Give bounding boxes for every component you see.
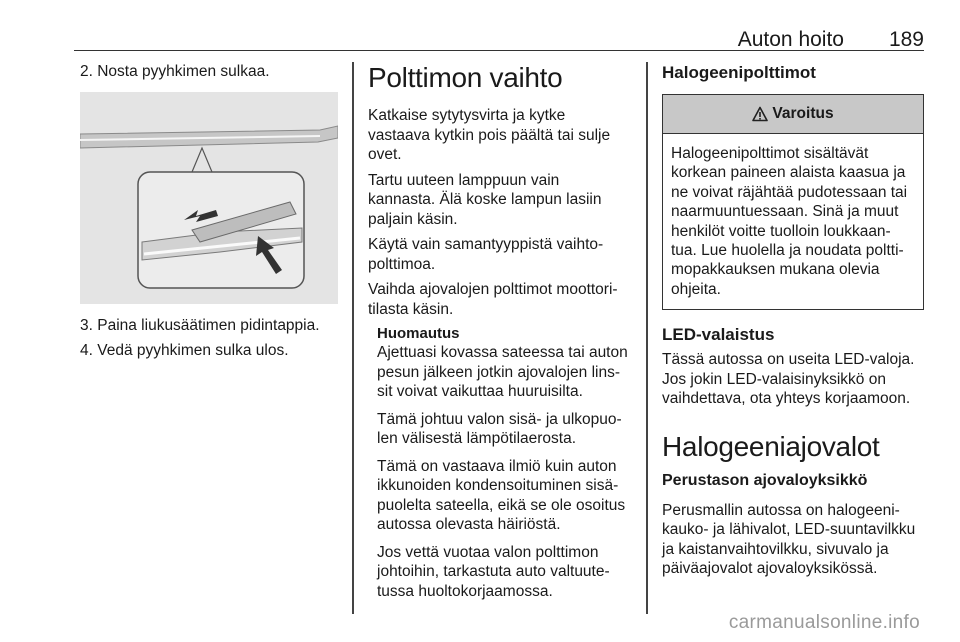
heading-halogen-bulbs: Halogeenipolttimot xyxy=(662,63,816,82)
step-2: 2. Nosta pyyhkimen sulkaa. xyxy=(80,63,270,80)
step-3: 3. Paina liukusäätimen pidintappia. xyxy=(80,316,320,334)
note-paragraph: Ajettuasi kovassa sateessa tai auton pesun jälkeen jotkin ajovalojen lins- sit voivat vaikuttaa huuruisilta. xyxy=(377,344,628,400)
column-3 xyxy=(662,62,924,579)
page-header xyxy=(74,0,924,51)
note-paragraph: Jos vettä vuotaa valon polttimon johtoihin, tarkastuta auto valtuute- tussa huoltokorjaamossa. xyxy=(377,543,610,600)
paragraph: Käytä vain samantyyppistä vaihto- polttimoa. xyxy=(368,236,604,273)
page-number: 189 xyxy=(888,28,924,51)
section-heading-bulb-replacement: Polttimon vaihto xyxy=(368,62,563,93)
column-2 xyxy=(368,62,633,601)
heading-halogen-headlights: Halogeeniajovalot xyxy=(662,430,880,462)
note-title: Huomautus xyxy=(377,325,460,342)
paragraph: Perusmallin autossa on halogeeni- kauko- ja lähivalot, LED-suuntavilkku ja kaistanvaihtovilkku, sivuvalo ja päiväajovalot ajovaloyksikössä. xyxy=(662,501,916,578)
warning-triangle-icon xyxy=(752,106,768,122)
header-title: Auton hoito xyxy=(737,28,844,51)
note-block xyxy=(368,325,633,601)
warning-header xyxy=(663,95,923,134)
watermark: carmanualsonline.info xyxy=(728,612,920,633)
paragraph: Vaihda ajovalojen polttimot moottori- tilasta käsin. xyxy=(368,281,618,318)
warning-box xyxy=(662,94,924,310)
paragraph: Tässä autossa on useita LED-valoja. Jos jokin LED-valaisinyksikkö on vaihdettava, ota yhteys korjaamoon. xyxy=(662,351,915,408)
note-paragraph: Tämä johtuu valon sisä- ja ulkopuo- len välisestä lämpötilaerosta. xyxy=(377,410,622,447)
warning-label: Varoitus xyxy=(772,105,834,122)
note-paragraph: Tämä on vastaava ilmiö kuin auton ikkunoiden kondensoituminen sisä- puolelta sateella, eikä se ole osoitus autossa olevasta häiriöstä. xyxy=(377,457,626,533)
column-divider xyxy=(352,62,354,614)
warning-body xyxy=(663,134,923,309)
column-1 xyxy=(80,62,338,361)
heading-led-lighting: LED-valaistus xyxy=(662,325,775,345)
step-4: 4. Vedä pyyhkimen sulka ulos. xyxy=(80,342,289,359)
paragraph: Tartu uuteen lamppuun vain kannasta. Älä koske lampun lasiin paljain käsin. xyxy=(368,171,602,228)
heading-basic-headlight-unit: Perustason ajovaloyksikkö xyxy=(662,471,868,489)
wiper-blade-illustration xyxy=(80,92,338,304)
paragraph: Katkaise sytytysvirta ja kytke vastaava kytkin pois päältä tai sulje ovet. xyxy=(368,107,611,163)
column-divider xyxy=(646,62,648,614)
warning-text: Halogeenipolttimot sisältävät korkean paineen alaista kaasua ja ne voivat räjähtää pudotessaan tai naarmuuntuessaan. Sinä ja muut henkilöt voitte tuolloin loukkaan- tua. Lue huolella ja noudata poltti- mopakkauksen mukana olevia ohjeita. xyxy=(671,145,908,298)
wiper-illustration-svg xyxy=(80,92,338,304)
